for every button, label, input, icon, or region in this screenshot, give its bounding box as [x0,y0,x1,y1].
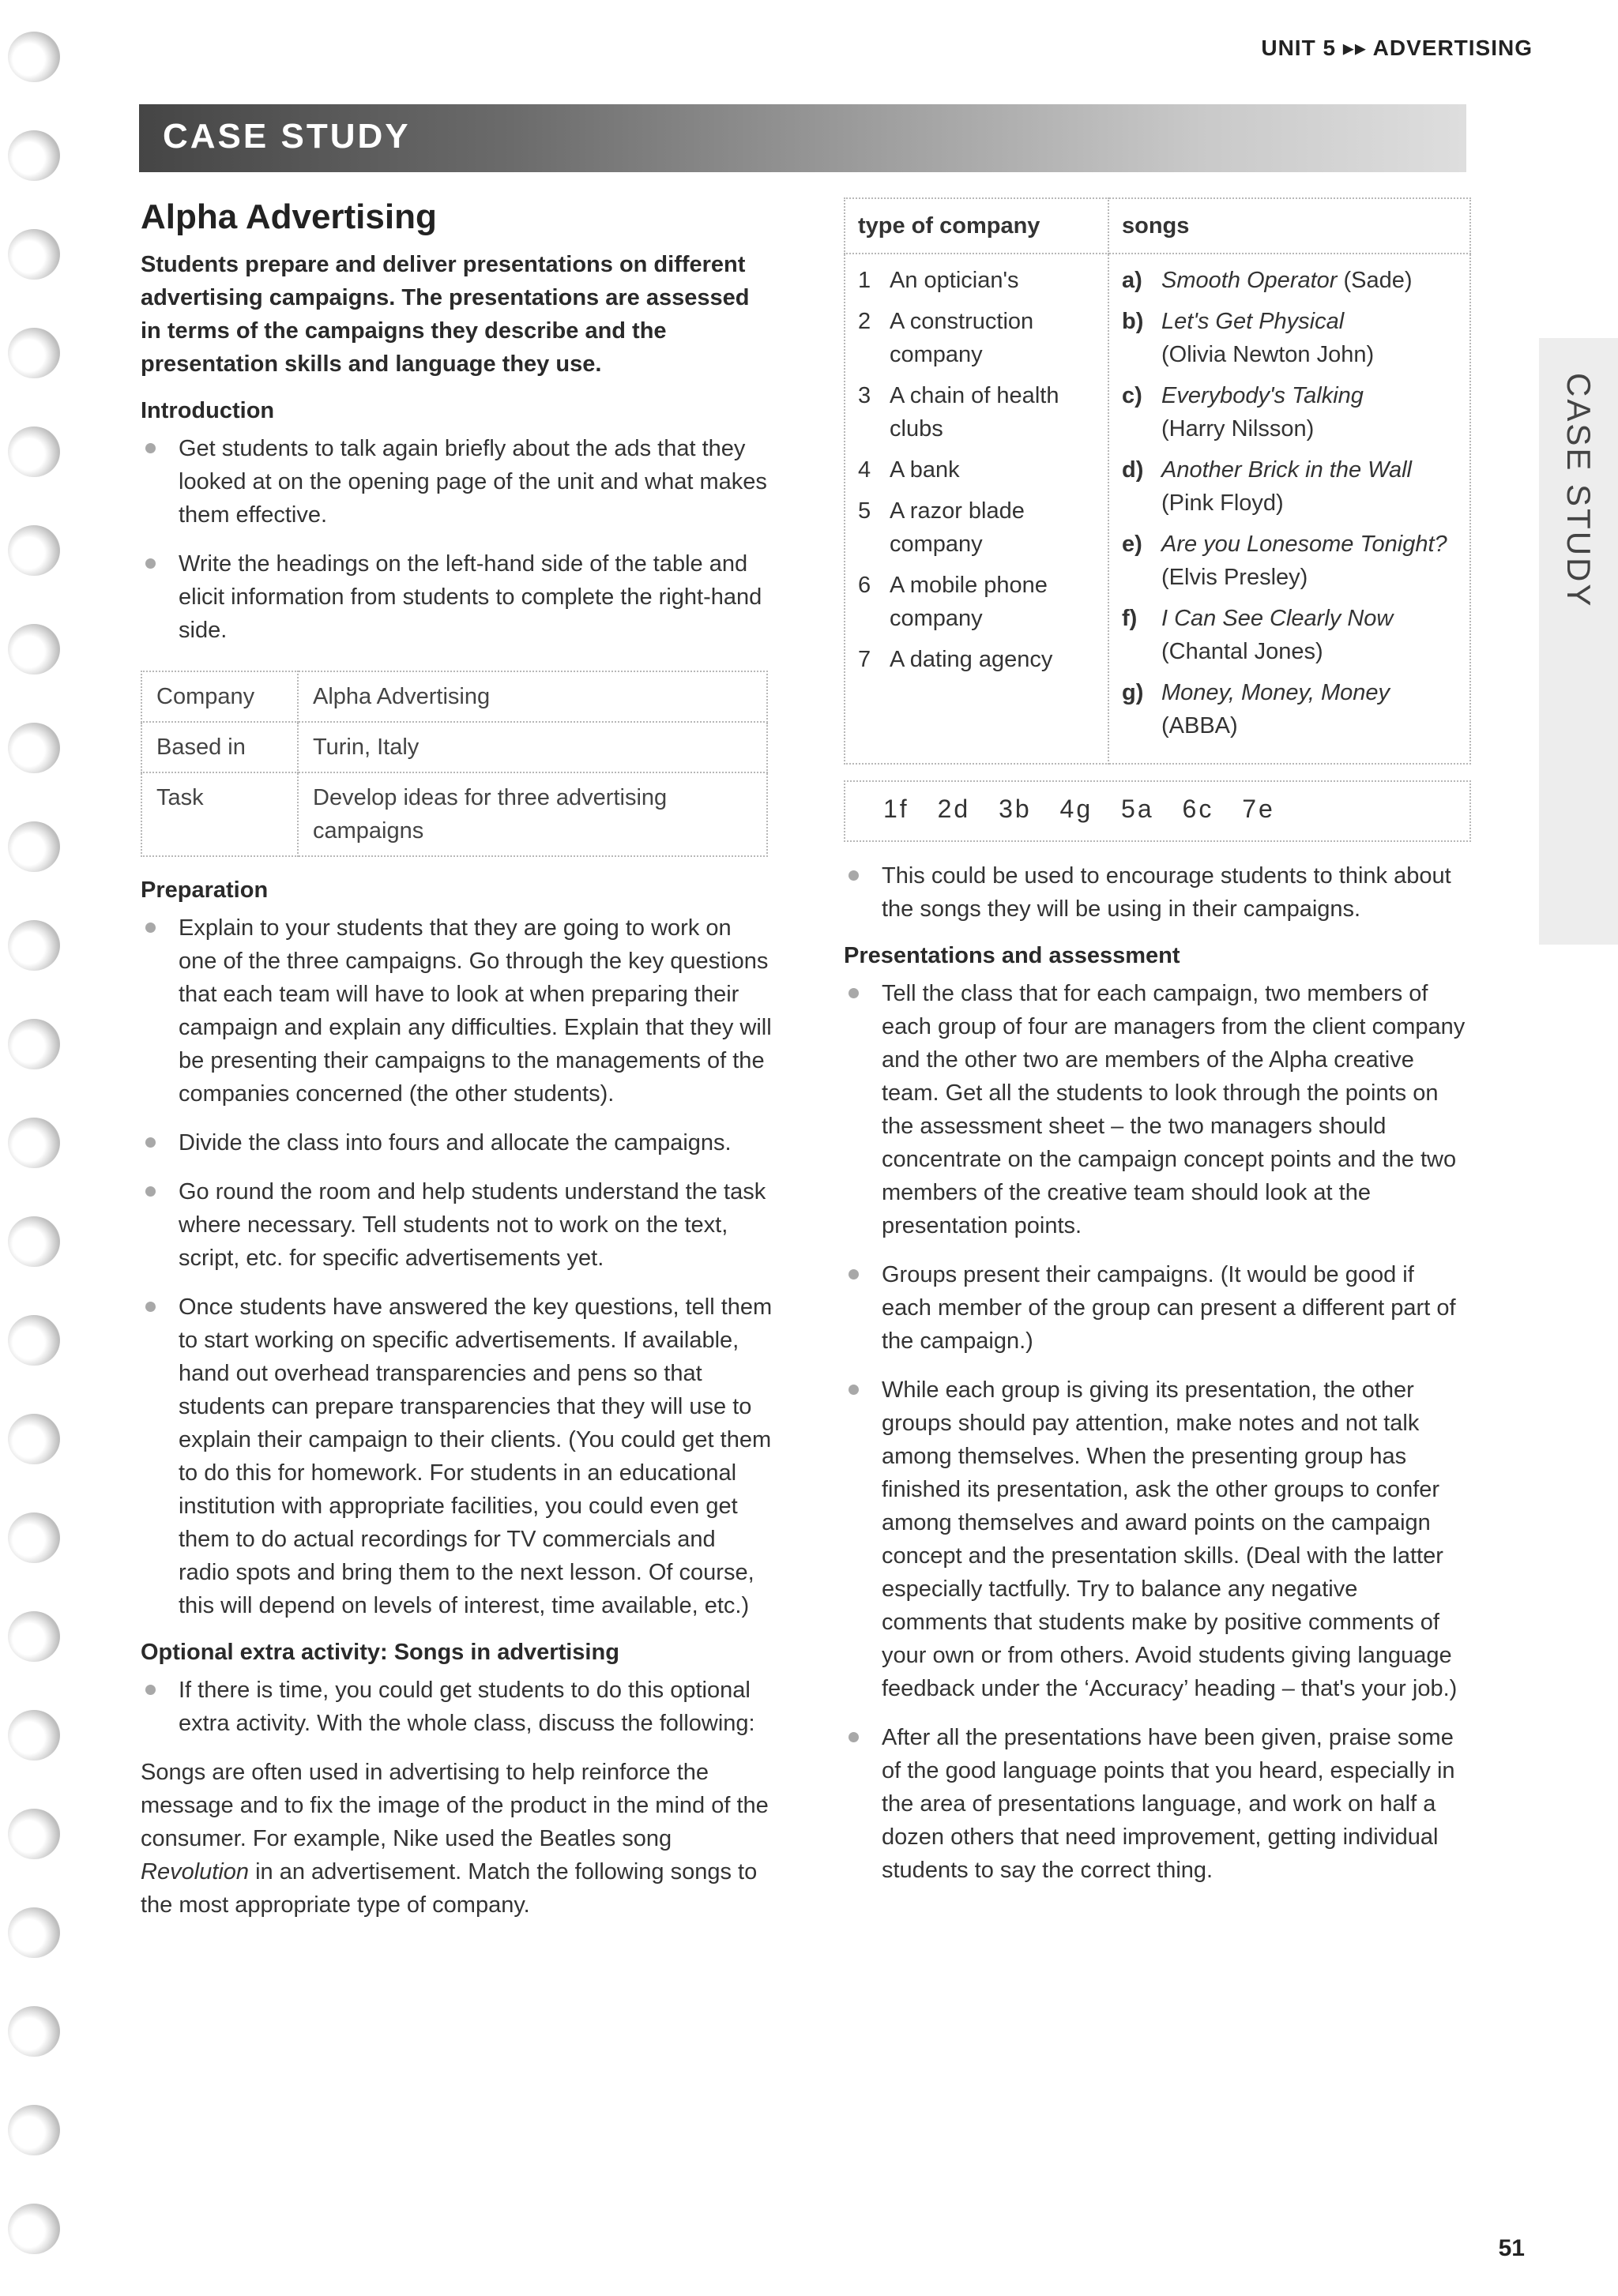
list-item: Write the headings on the left-hand side of the table and elicit information from students to complete the right-hand side. [141,547,773,647]
table-value: Alpha Advertising [298,671,767,722]
binder-ring [8,525,60,576]
binder-rings [0,0,71,2296]
song-item [1122,305,1457,371]
binder-ring [8,1809,60,1859]
table-key: Task [141,772,298,856]
table-key: Company [141,671,298,722]
song-title: Are you Lonesome Tonight? [1161,532,1447,557]
item-number: 6 [858,573,871,598]
column-header-songs: songs [1108,198,1470,254]
list-item: This could be used to encourage students to think about the songs they will be using in their campaigns. [844,859,1468,926]
item-letter: g) [1122,680,1144,705]
song-text [1161,305,1374,371]
introduction-heading: Introduction [141,398,275,423]
songs-note-list [844,859,1468,926]
company-item [858,569,1095,635]
item-number: 3 [858,383,871,408]
company-name: A dating agency [890,647,1053,672]
company-item [858,264,1095,297]
songs-matching-table [844,197,1471,765]
binder-ring [8,1216,60,1267]
binder-ring [8,1513,60,1563]
song-title: Another Brick in the Wall [1161,457,1412,483]
answer-key-box [844,780,1471,842]
song-item [1122,602,1457,668]
binder-ring [8,1611,60,1662]
binder-ring [8,1414,60,1464]
song-artist: (Sade) [1337,268,1413,293]
binder-ring [8,2105,60,2155]
company-name: A construction company [890,309,1034,367]
song-artist: (Pink Floyd) [1161,490,1284,516]
table-row [141,772,767,856]
company-item [858,379,1095,445]
answer-key: 1f 2d 3b 4g 5a 6c 7e [883,795,1275,823]
page-title: Alpha Advertising [141,197,437,236]
table-value: Develop ideas for three advertising campaigns [298,772,767,856]
binder-ring [8,1907,60,1958]
company-name: An optician's [890,268,1019,293]
song-text [1161,676,1390,742]
company-name: A razor blade company [890,498,1025,557]
binder-ring [8,1019,60,1069]
table-row [845,254,1470,764]
company-info-table [141,671,768,857]
column-header-type: type of company [845,198,1108,254]
optional-activity-heading: Optional extra activity: Songs in advertising [141,1640,619,1665]
side-tab [1539,338,1618,945]
songs-paragraph [141,1756,773,1922]
song-text [1161,453,1412,520]
song-artist: (Elvis Presley) [1161,565,1308,590]
song-text [1161,602,1393,668]
preparation-heading: Preparation [141,877,269,903]
item-letter: c) [1122,383,1142,408]
item-letter: d) [1122,457,1144,483]
table-key: Based in [141,722,298,772]
song-text [1161,528,1457,594]
song-text [1161,379,1364,445]
binder-ring [8,1315,60,1366]
item-number: 7 [858,647,871,672]
songs-paragraph-part: Songs are often used in advertising to help reinforce the message and to fix the image of the product in the mind of the consumer. For example, Nike used the Beatles song [141,1760,769,1851]
case-study-banner [139,104,1466,172]
left-column [141,197,773,1922]
binder-ring [8,32,60,82]
company-name: A mobile phone company [890,573,1048,631]
list-item: Divide the class into fours and allocate the campaigns. [141,1126,773,1159]
song-title: Smooth Operator [1161,268,1338,293]
presentations-list [844,977,1468,1887]
song-item [1122,379,1457,445]
item-number: 4 [858,457,871,483]
song-artist: (Olivia Newton John) [1161,342,1375,367]
binder-ring [8,624,60,675]
song-item [1122,264,1457,297]
item-letter: f) [1122,606,1138,631]
list-item: Go round the room and help students understand the task where necessary. Tell students not to work on the text, script, etc. for specific advertisements yet. [141,1175,773,1275]
company-item [858,453,1095,487]
table-row [141,671,767,722]
company-item [858,305,1095,371]
presentations-heading: Presentations and assessment [844,943,1180,968]
table-header-row [845,198,1470,254]
list-item: Groups present their campaigns. (It would be good if each member of the group can present a different part of the campaign.) [844,1258,1468,1358]
introduction-list [141,432,773,647]
binder-ring [8,229,60,280]
binder-ring [8,821,60,872]
preparation-list [141,911,773,1622]
unit-header: UNIT 5 ▸▸ ADVERTISING [1261,36,1533,60]
list-item: Get students to talk again briefly about the ads that they looked at on the opening page of the unit and what makes them effective. [141,432,773,532]
list-item: Tell the class that for each campaign, two members of each group of four are managers from the client company and the other two are members of the Alpha creative team. Get all the students to look through the points on the assessment sheet – the two managers should concentrate on the campaign concept points and the two members of the creative team should look at the presentation points. [844,977,1468,1242]
banner-label: CASE STUDY [163,117,411,156]
binder-ring [8,920,60,971]
songs-paragraph-part: in an advertisement. Match the following songs to the most appropriate type of company. [141,1859,758,1918]
company-name: A bank [890,457,960,483]
table-row [141,722,767,772]
song-list [1108,254,1470,764]
binder-ring [8,2204,60,2254]
list-item: Explain to your students that they are going to work on one of the three campaigns. Go through the key questions that each team will have to look at when preparing their campaign and explain any difficulties. Explain that they will be presenting their campaigns to the managements of the companies concerned (the other students). [141,911,773,1110]
optional-list [141,1674,773,1740]
item-letter: e) [1122,532,1142,557]
binder-ring [8,2006,60,2057]
binder-ring [8,328,60,378]
list-item: Once students have answered the key questions, tell them to start working on specific advertisements. If available, hand out overhead transparencies and pens so that students can prepare transparencies that they will use to explain their campaign to their clients. (You could get them to do this for homework. For students in an educational institution with appropriate facilities, you could even get them to do actual recordings for TV commercials and radio spots and bring them to the next lesson. Of course, this will depend on levels of interest, time available, etc.) [141,1291,773,1622]
song-title-revolution: Revolution [141,1859,250,1885]
song-title: Let's Get Physical [1161,309,1345,334]
song-item [1122,453,1457,520]
binder-ring [8,1710,60,1761]
song-text [1161,264,1413,297]
song-item [1122,676,1457,742]
song-artist: (Chantal Jones) [1161,639,1323,664]
list-item: While each group is giving its presentation, the other groups should pay attention, make notes and not talk among themselves. When the presenting group has finished its presentation, ask the other groups to confer among themselves and award points on the campaign concept and the presentation skills. (Deal with the latter especially tactfully. Try to balance any negative comments that students make by positive comments of your own or from others. Avoid students giving language feedback under the ‘Accuracy’ heading – that's your job.) [844,1373,1468,1705]
intro-paragraph: Students prepare and deliver presentations on different advertising campaigns. The presentations are assessed in terms of the campaigns they describe and the presentation skills and language they use. [141,252,750,377]
list-item: After all the presentations have been given, praise some of the good language points that you heard, especially in the area of presentations language, and work on half a dozen others that need improvement, getting individual students to say the correct thing. [844,1721,1468,1887]
company-list [845,254,1108,764]
item-number: 5 [858,498,871,524]
binder-ring [8,427,60,477]
company-item [858,643,1095,676]
binder-ring [8,723,60,773]
side-tab-label: CASE STUDY [1560,373,1597,609]
company-name: A chain of health clubs [890,383,1059,442]
table-value: Turin, Italy [298,722,767,772]
song-title: I Can See Clearly Now [1161,606,1394,631]
item-number: 2 [858,309,871,334]
song-item [1122,528,1457,594]
page-number: 51 [1498,2235,1525,2261]
item-letter: b) [1122,309,1144,334]
binder-ring [8,130,60,181]
song-title: Everybody's Talking [1161,383,1364,408]
item-number: 1 [858,268,871,293]
song-title: Money, Money, Money [1161,680,1390,705]
item-letter: a) [1122,268,1142,293]
song-artist: (Harry Nilsson) [1161,416,1315,442]
binder-ring [8,1118,60,1168]
right-column [844,197,1468,1903]
list-item: If there is time, you could get students to do this optional extra activity. With the whole class, discuss the following: [141,1674,773,1740]
company-item [858,494,1095,561]
song-artist: (ABBA) [1161,713,1238,738]
